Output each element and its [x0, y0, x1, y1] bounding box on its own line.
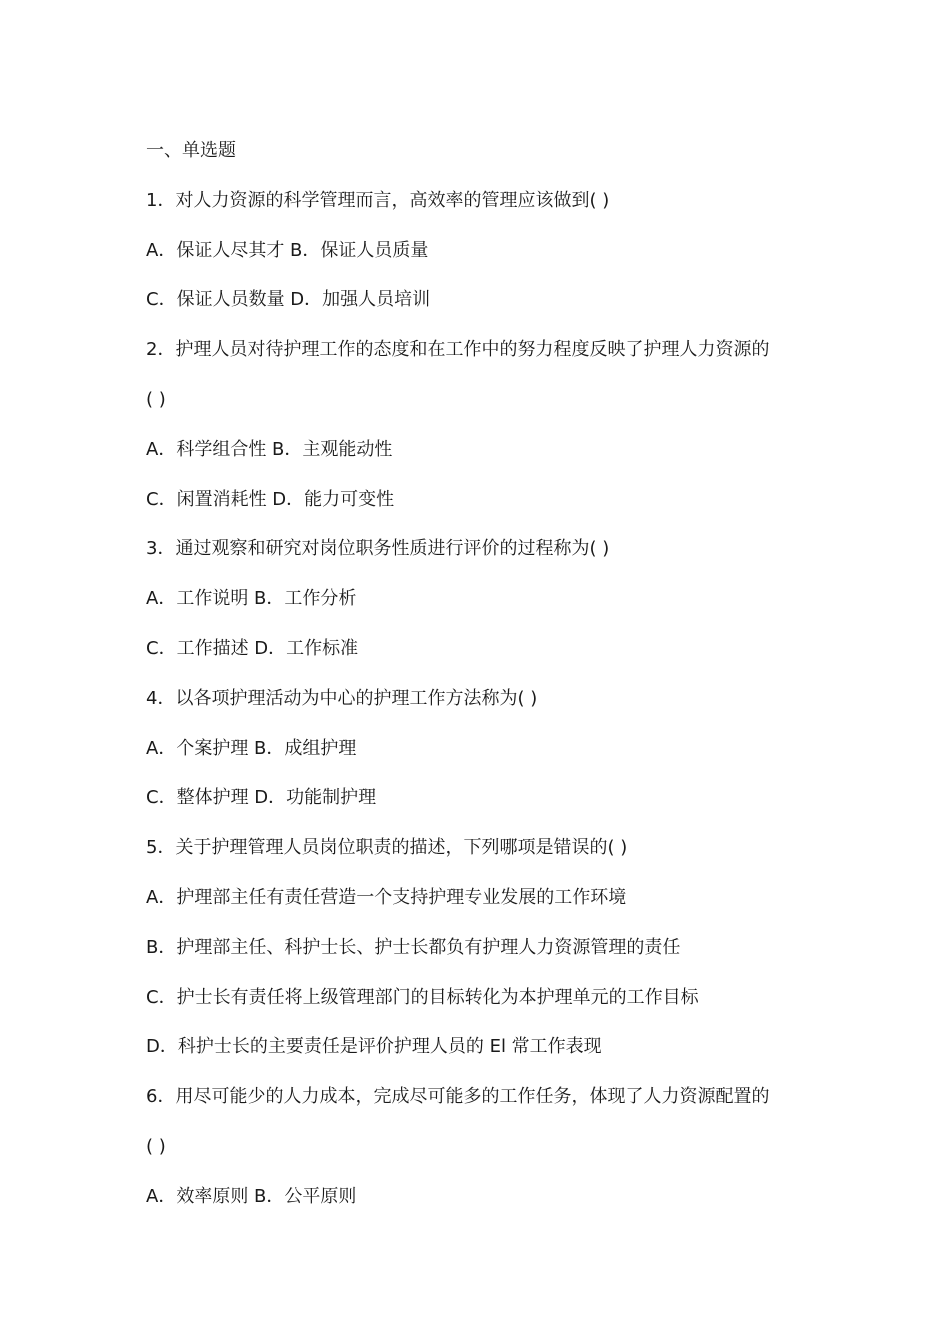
question-2-options-ab: A．科学组合性 B．主观能动性 [146, 438, 393, 460]
question-2-blank: ( ) [146, 388, 166, 410]
document-content [146, 136, 826, 1232]
question-3-options-ab: A．工作说明 B．工作分析 [146, 588, 357, 610]
question-1-options-cd: C．保证人员数量 D．加强人员培训 [146, 289, 431, 311]
question-6-options-ab: A．效率原则 B．公平原则 [146, 1185, 357, 1207]
question-3: 3．通过观察和研究对岗位职务性质进行评价的过程称为( ) [146, 538, 610, 560]
question-1: 1．对人力资源的科学管理而言，高效率的管理应该做到( ) [146, 189, 610, 211]
question-3-options-cd: C．工作描述 D．工作标准 [146, 637, 359, 659]
question-2-options-cd: C．闲置消耗性 D．能力可变性 [146, 488, 395, 510]
question-4-options-ab: A．个案护理 B．成组护理 [146, 737, 357, 759]
question-4-options-cd: C．整体护理 D．功能制护理 [146, 787, 377, 809]
question-4: 4．以各项护理活动为中心的护理工作方法称为( ) [146, 687, 538, 709]
question-5-option-d: D．科护士长的主要责任是评价护理人员的 El 常工作表现 [146, 1036, 602, 1058]
question-5: 5．关于护理管理人员岗位职责的描述，下列哪项是错误的( ) [146, 837, 628, 859]
question-6: 6．用尽可能少的人力成本，完成尽可能多的工作任务，体现了人力资源配置的 [146, 1086, 770, 1108]
question-5-option-a: A．护理部主任有责任营造一个支持护理专业发展的工作环境 [146, 886, 627, 908]
question-5-option-c: C．护士长有责任将上级管理部门的目标转化为本护理单元的工作目标 [146, 986, 699, 1008]
question-6-blank: ( ) [146, 1135, 166, 1157]
question-1-options-ab: A．保证人尽其才 B．保证人员质量 [146, 239, 429, 261]
section-title: 一、单选题 [146, 140, 236, 161]
question-5-option-b: B．护理部主任、科护士长、护士长都负有护理人力资源管理的责任 [146, 936, 681, 958]
question-2: 2．护理人员对待护理工作的态度和在工作中的努力程度反映了护理人力资源的 [146, 339, 770, 361]
